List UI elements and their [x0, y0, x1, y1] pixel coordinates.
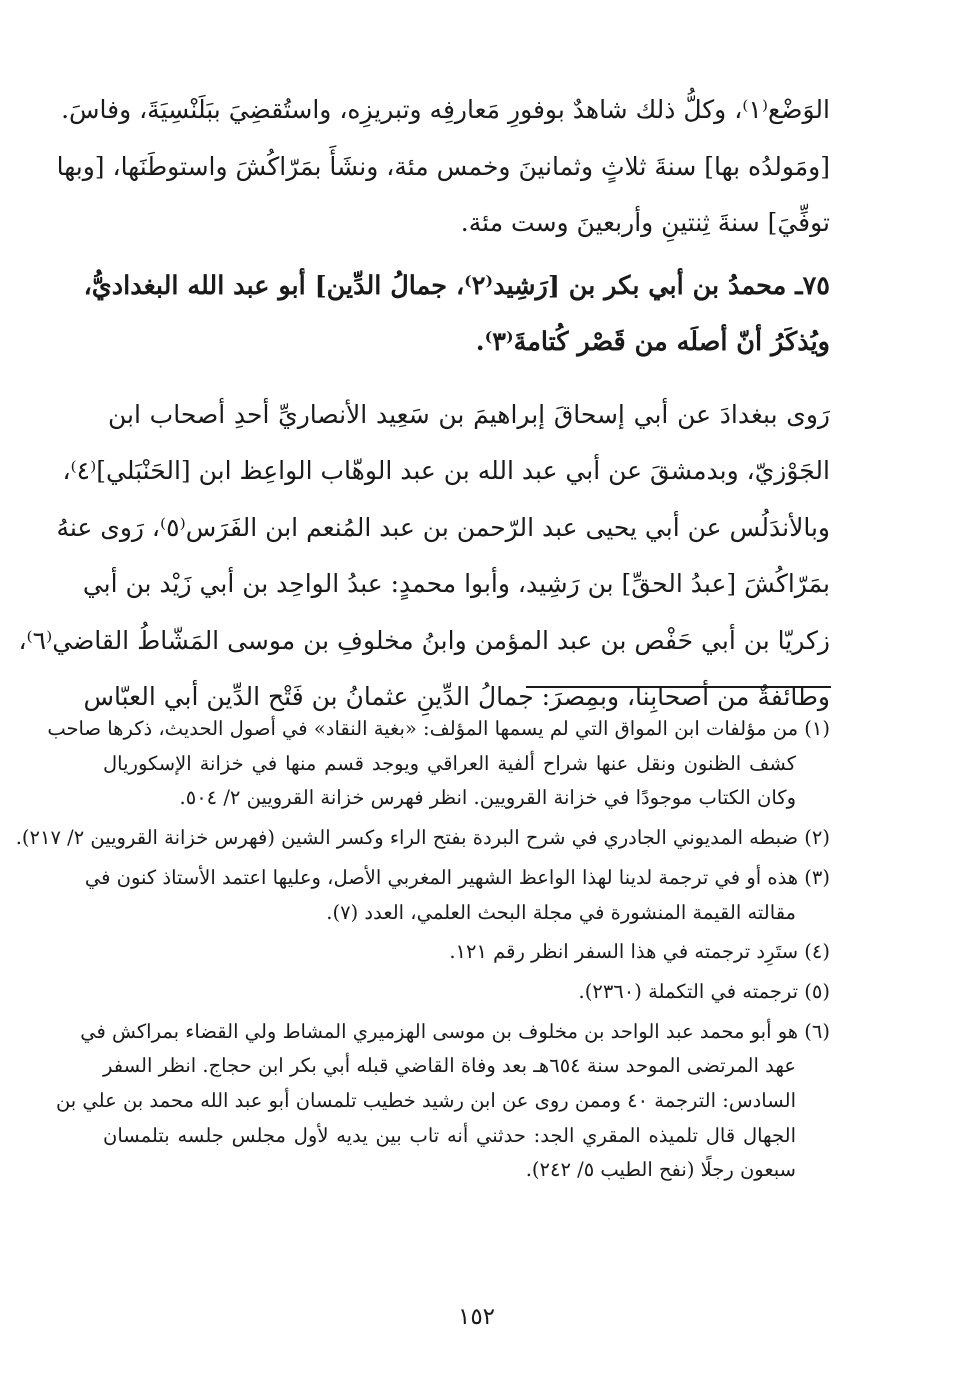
main-text	[18, 82, 830, 726]
footnote-text: ضبطه المديوني الجادري في شرح البردة بفتح الراء وكسر الشين (فهرس خزانة القرويين ٢/ ٢١٧).	[15, 826, 799, 850]
page-number: ١٥٢	[457, 1304, 496, 1330]
footnote-5	[103, 975, 830, 1010]
footnote-number: (٣)	[804, 865, 830, 889]
footnote-number: (٢)	[804, 826, 830, 850]
footnotes	[15, 712, 830, 1188]
footnote-line: كشف الظنون ونقل عنها شراح ألفية العراقي ويوجد قسم منها في خزانة الإسكوريال	[103, 751, 796, 775]
footnote-1	[47, 712, 830, 816]
footnote-line	[47, 712, 830, 747]
footnote-text: ستَرِد ترجمته في هذا السفر انظر رقم ١٢١.	[449, 940, 799, 964]
text-line: رَوى ببغدادَ عن أبي إسحاقَ إبراهيمَ بن سَعِيد الأنصاريِّ أحدِ أصحاب ابن	[108, 399, 830, 429]
text-line: وبالأندَلُس عن أبي يحيى عبد الرّحمن بن عبد المُنعم ابن الفَرَس⁽٥⁾، رَوى عنهُ	[56, 512, 830, 542]
text-line: بمَرّاكُشَ [عبدُ الحقِّ] بن رَشِيد، وأبوا محمدٍ: عبدُ الواحِد بن أبي زَيْد بن أبي	[82, 569, 830, 598]
footnote-text: هذه أو في ترجمة لدينا لهذا الواعظ الشهير المغربي الأصل، وعليها اعتمد الأستاذ كنون في	[84, 865, 799, 889]
footnote-line	[80, 1015, 830, 1050]
entry-body	[18, 387, 830, 726]
intro-paragraph	[56, 82, 830, 252]
text-line: زكريّا بن أبي حَفْص بن عبد المؤمن وابنُ مخلوفِ بن موسى المَشّاطُ القاضي⁽٦⁾،	[18, 625, 830, 655]
text-line: الوَضْع⁽١⁾، وكلُّ ذلك شاهدٌ بوفورِ مَعارفِه وتبريزِه، واستُقضِيَ ببَلَنْسِيَةَ، وفاسَ.	[61, 95, 830, 124]
entry-line: ٧٥ـ محمدُ بن أبي بكر بن [رَشِيد⁽٢⁾، جمالُ الدِّين] أبو عبد الله البغداديُّ،	[83, 270, 830, 301]
footnote-line: عهد المرتضى الموحد سنة ٦٥٤هـ بعد وفاة القاضي قبله أبي بكر ابن حجاج. انظر السفر	[103, 1054, 796, 1078]
footnote-number: (١)	[804, 717, 830, 740]
footnote-line	[103, 975, 830, 1010]
footnote-line	[103, 935, 830, 970]
entry-line: ويُذكَرُ أنّ أصلَه من قَصْر كُتامةَ⁽٣⁾.	[475, 327, 830, 357]
footnote-line: وكان الكتاب موجودًا في خزانة القرويين. انظر فهرس خزانة القرويين ٢/ ٥٠٤.	[179, 786, 796, 810]
footnote-line: السادس: الترجمة ٤٠ وممن روى عن ابن رشيد خطيب تلمسان أبو عبد الله محمد بن علي بن	[55, 1089, 796, 1113]
text-line: وطائفةٌ من أصحابِنا، وبمِصرَ: جمالُ الدِّينِ عثمانُ بن فَتْح الدِّين أبي العبّاس	[83, 682, 830, 711]
footnote-line: سبعون رجلًا (نفح الطيب ٥/ ٢٤٢).	[525, 1158, 796, 1182]
footnote-divider	[526, 686, 831, 688]
footnote-line	[15, 821, 830, 856]
text-line: توفِّيَ] سنةَ ثِنتينِ وأربعينَ وست مئة.	[460, 208, 830, 237]
footnote-line	[84, 861, 830, 896]
text-line: [ومَولدُه بها] سنةَ ثلاثٍ وثمانينَ وخمس مئة، ونشَأَ بمَرّاكُشَ واستوطَنَها، [وبها	[56, 151, 830, 181]
footnote-number: (٥)	[804, 979, 830, 1003]
footnote-4	[103, 935, 830, 970]
footnote-line: مقالته القيمة المنشورة في مجلة البحث العلمي، العدد (٧).	[326, 900, 796, 924]
footnote-3	[84, 861, 830, 930]
footnote-line: الجهال قال تلميذه المقري الجد: حدثني أنه تاب بين يديه لأول مجلس جلسه بتلمسان	[103, 1123, 796, 1147]
footnote-number: (٦)	[804, 1019, 830, 1043]
footnote-2	[15, 821, 830, 856]
footnote-text: من مؤلفات ابن المواق التي لم يسمها المؤلف: «بغية النقاد» في أصول الحديث، ذكرها صاحب	[47, 717, 799, 740]
text-line: الجَوْزيّ، وبدمشقَ عن أبي عبد الله بن عبد الوهّاب الواعِظ ابن [الحَنْبَلي]⁽٤⁾،	[62, 456, 830, 485]
footnote-number: (٤)	[804, 940, 830, 964]
footnote-text: هو أبو محمد عبد الواحد بن مخلوف بن موسى الهزميري المشاط ولي القضاء بمراكش في	[80, 1019, 799, 1043]
footnote-text: ترجمته في التكملة (٢٣٦٠).	[578, 979, 799, 1003]
footnote-6	[55, 1015, 830, 1189]
entry-heading	[83, 258, 830, 371]
